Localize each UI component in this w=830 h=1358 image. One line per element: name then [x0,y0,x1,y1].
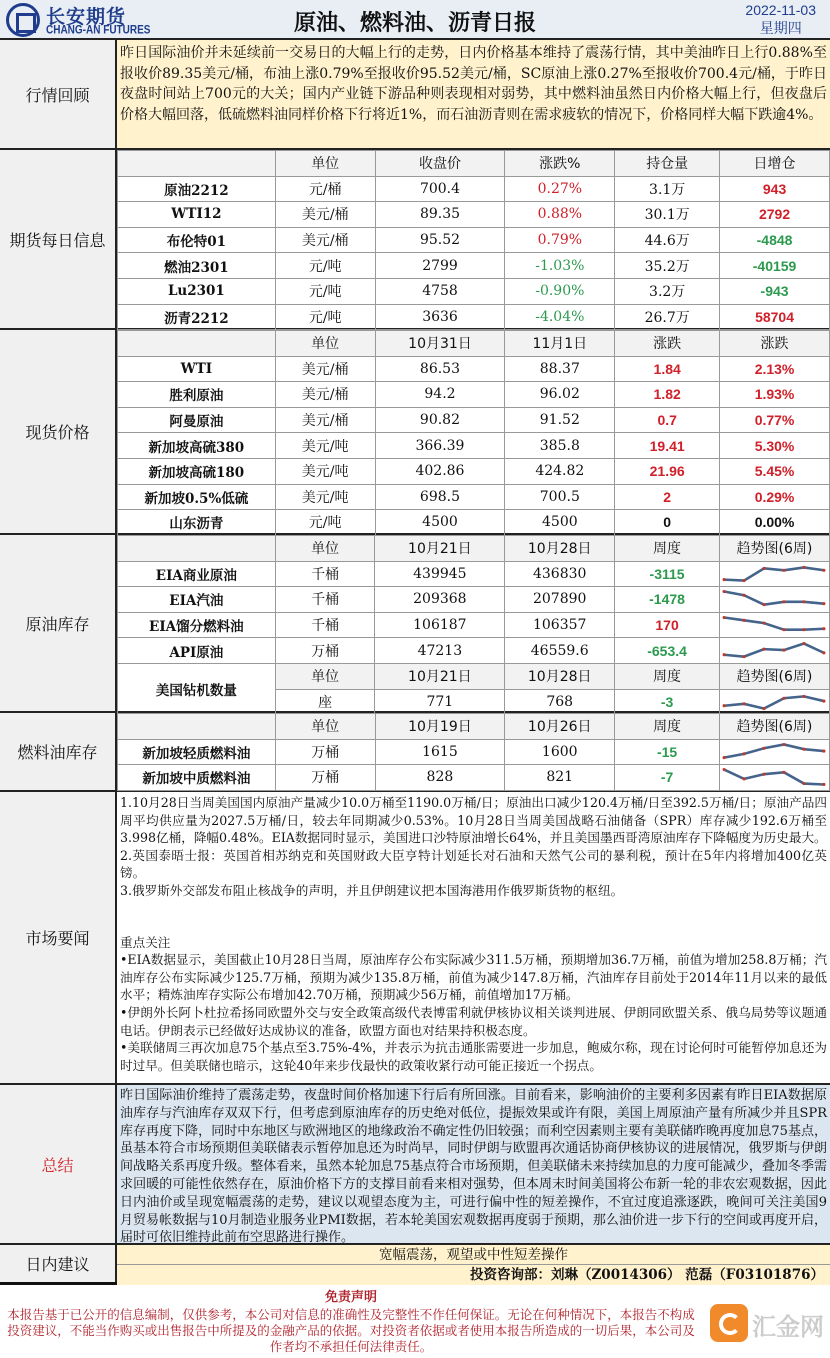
unit: 座 [275,689,375,715]
change-pct: 2.13% [720,356,830,382]
summary-section [0,1085,830,1245]
unit: 千桶 [275,587,375,613]
column-header: 涨跌% [505,151,615,177]
sparkline-point [723,578,726,581]
item-name: EIA馏分燃料油 [118,612,276,638]
oi-change: -4848 [720,227,830,253]
table-row [118,227,830,253]
price-prev: 90.82 [375,407,505,433]
change-pct: -0.90% [505,278,615,304]
table-row [118,433,830,459]
table-row [118,356,830,382]
section-label: 燃料油库存 [0,713,117,790]
spot-section [0,330,830,535]
value-prev: 209368 [375,587,505,613]
unit: 万桶 [275,739,375,765]
price-curr: 91.52 [505,407,615,433]
column-header: 单位 [275,714,375,740]
sparkline-point [803,748,806,751]
close-price: 89.35 [375,202,505,228]
sparkline-point [763,622,766,625]
sparkline-point [803,601,806,604]
value-curr: 207890 [505,587,615,613]
trend-sparkline [722,640,826,662]
spot-table [117,330,830,536]
price-prev: 402.86 [375,458,505,484]
crude-inventory-section [0,535,830,713]
close-price: 95.52 [375,227,505,253]
news-section [0,792,830,1085]
value-prev: 47213 [375,638,505,664]
sparkline-point [783,648,786,651]
value-prev: 1615 [375,739,505,765]
fuel-inventory-section [0,713,830,792]
sparkline-line [725,618,825,630]
item-name: 新加坡轻质燃料油 [118,739,276,765]
instrument-name: 原油2212 [118,176,276,202]
column-header [118,714,276,740]
section-label: 总结 [0,1085,117,1243]
column-header: 单位 [275,663,375,689]
change-pct: 0.77% [720,407,830,433]
price-curr: 700.5 [505,484,615,510]
disclaimer [0,1290,702,1355]
column-header: 11月1日 [505,331,615,357]
header-row [118,331,830,357]
focus-item: •伊朗外长阿卜杜拉希扬同欧盟外交与安全政策高级代表博雷利就伊核协议相关谈判进展、伊朗同欧盟关系、俄乌局势等议题通电话。伊朗表示已经做好达成协议的准备，欧盟方面也对结果持积极态度。 [120,1004,827,1038]
company-logo-icon [6,3,40,37]
value-prev: 439945 [375,561,505,587]
sparkline-point [763,773,766,776]
unit: 美元/桶 [275,227,375,253]
table-row [118,202,830,228]
column-header: 周度 [615,714,720,740]
product-name: 新加坡高硫380 [118,433,276,459]
sparkline-point [763,747,766,750]
watermark-logo-icon [710,1304,748,1342]
crude-inventory-table [117,535,830,715]
column-header: 周度 [615,536,720,562]
unit: 千桶 [275,612,375,638]
sparkline-point [743,778,746,781]
section-label: 期货每日信息 [0,150,117,328]
product-name: 胜利原油 [118,382,276,408]
sparkline-point [803,628,806,631]
close-price: 700.4 [375,176,505,202]
weekly-change: 170 [615,612,720,638]
report-title: 原油、燃料油、沥青日报 [293,11,536,36]
table-row [118,612,830,638]
column-header: 10月31日 [375,331,505,357]
open-interest: 44.6万 [615,227,720,253]
trend-cell [719,561,829,587]
item-name: EIA商业原油 [118,561,276,587]
value-prev: 828 [375,765,505,791]
unit: 美元/吨 [275,458,375,484]
header-row [118,536,830,562]
unit: 美元/吨 [275,484,375,510]
focus-title: 重点关注 [120,934,171,950]
date-text: 2022-11-03 [745,2,816,18]
column-header: 趋势图(6周) [719,714,829,740]
value-curr: 106357 [505,612,615,638]
focus-item: •美联储周三再次加息75个基点至3.75%-4%，并表示为抗击通胀需要进一步加息，鲍威尔称，现在讨论何时可能暂停加息还为时过早。但美联储也暗示，这轮40年来步伐最快的政策收紧行动可能正接近一个拐点。 [120,1040,827,1073]
open-interest: 30.1万 [615,202,720,228]
sparkline-point [743,655,746,658]
oi-change: -943 [720,278,830,304]
change-pct: 0.88% [505,202,615,228]
unit: 元/吨 [275,510,375,536]
column-header: 趋势图(6周) [719,536,829,562]
company-name-cn: 长安期货 [46,6,127,28]
close-price: 4758 [375,278,505,304]
column-header [118,536,276,562]
trend-sparkline [722,741,826,763]
unit: 万桶 [275,765,375,791]
column-header: 10月28日 [505,536,615,562]
sparkline-point [723,768,726,771]
column-header: 周度 [615,663,720,689]
change-pct: 5.30% [720,433,830,459]
change-pct: 0.27% [505,176,615,202]
product-name: 阿曼原油 [118,407,276,433]
change-pct: 5.45% [720,458,830,484]
weekly-change: -3 [615,689,720,715]
column-header: 10月21日 [375,663,505,689]
table-row [118,561,830,587]
price-prev: 94.2 [375,382,505,408]
change: 21.96 [615,458,720,484]
sparkline-line [725,696,825,708]
column-header: 单位 [275,331,375,357]
weekly-change: -653.4 [615,638,720,664]
company-name-en: CHANG-AN FUTURES [46,23,151,38]
trend-cell [719,689,829,715]
table-row [118,458,830,484]
focus-item: •EIA数据显示，美国截止10月28日当周，原油库存公布实际减少311.5万桶，预期增加36.7万桶，前值为增加258.8万桶；汽油库存公布实际减少125.7万桶，预期为减少135.8万桶，前值为减少147.8万桶，汽油库存目前处于2014年11月以来的最低水平；精炼油库存实际公布增加42.70万桶，预期减少56万桶，前值增加17万桶。 [120,952,827,1003]
open-interest: 3.2万 [615,278,720,304]
rig-header-row [118,663,830,689]
fuel-inventory-table [117,713,830,791]
table-row [118,304,830,330]
sparkline-line [725,770,825,785]
column-header [118,151,276,177]
item-name: 新加坡中质燃料油 [118,765,276,791]
sparkline-point [743,702,746,705]
sparkline-point [723,704,726,707]
sparkline-point [783,569,786,572]
price-curr: 88.37 [505,356,615,382]
sparkline-point [823,627,826,630]
weekly-change: -1478 [615,587,720,613]
column-header: 单位 [275,536,375,562]
weekly-change: -3115 [615,561,720,587]
trend-sparkline [722,614,826,636]
oi-change: -40159 [720,253,830,279]
table-row [118,278,830,304]
table-row [118,765,830,791]
value-curr: 46559.6 [505,638,615,664]
table-row [118,587,830,613]
oi-change: 58704 [720,304,830,330]
unit: 美元/吨 [275,433,375,459]
sparkline-point [783,771,786,774]
trend-sparkline [722,691,826,713]
sparkline-point [723,653,726,656]
news-item: 1.10月28日当周美国国内原油产量减少10.0万桶至1190.0万桶/日；原油出口减少120.4万桶/日至392.5万桶/日；原油产品四周平均供应量为2027.5万桶/日，较去年同期减少0.53%。10月28日当周美国战略石油储备（SPR）库存减少192.6万桶至3.998亿桶，降幅0.48%。EIA数据同时显示，美国进口沙特原油增长64%，并且美国墨西哥湾原油库存下降幅度为历史最大。 [120,795,827,846]
close-price: 2799 [375,253,505,279]
report-header [0,0,830,40]
weekly-change: -7 [615,765,720,791]
section-label: 原油库存 [0,535,117,711]
sparkline-point [823,783,826,786]
instrument-name: 沥青2212 [118,304,276,330]
change: 0 [615,510,720,536]
value-curr: 821 [505,765,615,791]
sparkline-point [823,699,826,702]
product-name: 山东沥青 [118,510,276,536]
table-row [118,510,830,536]
sparkline-point [783,697,786,700]
change-pct: 0.00% [720,510,830,536]
trend-sparkline [722,588,826,610]
price-curr: 96.02 [505,382,615,408]
unit: 美元/桶 [275,356,375,382]
sparkline-point [763,707,766,710]
review-section [0,40,830,150]
disclaimer-text: 本报告基于已公开的信息编制，仅供参考，本公司对信息的准确性及完整性不作任何保证。无论在何种情况下，本报告不构成投资建议，不能当作购买或出售报告中所提及的金融产品的依据。对投资者依据或者使用本报告所造成的一切后果，本公司及作者均不承担任何法律责任。 [7,1307,695,1354]
price-prev: 366.39 [375,433,505,459]
section-label: 日内建议 [0,1245,117,1282]
summary-text: 昨日国际油价维持了震荡走势，夜盘时间价格加速下行后有所回涨。目前看来，影响油价的主要利多因素有昨日EIA数据原油库存与汽油库存双双下行，但考虑到原油库存的历史绝对低位，提振效果或许有限，美国上周原油产量有所减少并且SPR库存再度下降，同时中东地区与欧洲地区的地缘政治不确定性仍旧较强；而利空因素则主要有美联储昨晚再度加息75基点，虽基本符合市场预期但美联储表示暂停加息还为时尚早，同时伊朗与欧盟再次通话协商伊核协议的进展情况，俄罗斯与伊朗间战略关系再度升级。整体看来，虽然本轮加息75基点符合市场预期，但美联储未来持续加息的力度可能减少，叠加冬季需求回暖的可能性依然存在，原油价格下方的支撑目前看来相对强势，但本周末时间美国将公布新一轮的非农宏观数据，因此日内油价或呈现宽幅震荡的走势，建议以观望态度为主，可进行偏中性的短差操作，不宜过度追涨逐跌，晚间可关注美国9月贸易帐数据与10月制造业服务业PMI数据，若本轮美国宏观数据再度弱于预期，那么油价进一步下行的空间或再度开启，届时可依旧维持此前布空思路进行操作。 [117,1085,830,1243]
change-pct: -4.04% [505,304,615,330]
sparkline-point [823,651,826,654]
change-pct: -1.03% [505,253,615,279]
value-curr: 768 [505,689,615,715]
table-row [118,638,830,664]
table-row [118,253,830,279]
advice-text: 宽幅震荡，观望或中性短差操作 [117,1245,830,1265]
sparkline-line [725,643,825,656]
product-name: 新加坡0.5%低硫 [118,484,276,510]
report-date [745,2,816,38]
price-prev: 86.53 [375,356,505,382]
rig-count-name: 美国钻机数量 [118,663,276,714]
price-prev: 4500 [375,510,505,536]
value-prev: 106187 [375,612,505,638]
section-label: 现货价格 [0,330,117,533]
table-row [118,407,830,433]
section-label: 行情回顾 [0,40,117,148]
column-header: 收盘价 [375,151,505,177]
unit: 元/吨 [275,253,375,279]
futures-table [117,150,830,330]
sparkline-line [725,567,825,580]
open-interest: 35.2万 [615,253,720,279]
sparkline-point [803,695,806,698]
column-header [118,331,276,357]
sparkline-point [763,567,766,570]
trend-sparkline [722,563,826,585]
instrument-name: 燃油2301 [118,253,276,279]
column-header: 持仓量 [615,151,720,177]
open-interest: 26.7万 [615,304,720,330]
sparkline-point [823,569,826,572]
column-header: 涨跌 [720,331,830,357]
change: 1.84 [615,356,720,382]
unit: 千桶 [275,561,375,587]
value-curr: 436830 [505,561,615,587]
column-header: 10月21日 [375,536,505,562]
change: 0.7 [615,407,720,433]
futures-section [0,150,830,330]
column-header: 日增仓 [720,151,830,177]
change: 1.82 [615,382,720,408]
value-curr: 1600 [505,739,615,765]
section-label: 市场要闻 [0,792,117,1083]
unit: 万桶 [275,638,375,664]
sparkline-point [723,590,726,593]
change-pct: 1.93% [720,382,830,408]
sparkline-point [823,749,826,752]
weekly-change: -15 [615,739,720,765]
product-name: 新加坡高硫180 [118,458,276,484]
analyst-info: 投资咨询部：刘琳（Z0014306） 范磊（F03101876） [117,1265,830,1285]
table-row [118,382,830,408]
trend-cell [719,612,829,638]
oi-change: 2792 [720,202,830,228]
review-text: 昨日国际油价并未延续前一交易日的大幅上行的走势，日内价格基本维持了震荡行情，其中美油昨日上行0.88%至报收价89.35美元/桶，布油上涨0.79%至报收价95.52美元/桶，SC原油上涨0.27%至报收价700.4元/桶，于昨日夜盘时间站上700元的大关；国内产业链下游品种则表现相对弱势，其中燃料油虽然日内价格大幅上行，但夜盘后价格大幅回落，低硫燃料油同样价格下行将近1%，而石油沥青则在需求疲软的情况下，价格同样大幅下跌逾4%。 [117,40,830,148]
price-curr: 385.8 [505,433,615,459]
open-interest: 3.1万 [615,176,720,202]
sparkline-point [763,604,766,607]
instrument-name: WTI12 [118,202,276,228]
change: 2 [615,484,720,510]
change-pct: 0.79% [505,227,615,253]
news-item: 3.俄罗斯外交部发布阻止核战争的声明，并且伊朗建议把本国海港用作俄罗斯货物的枢纽。 [120,882,624,898]
trend-cell [719,739,829,765]
sparkline-point [823,603,826,606]
price-curr: 4500 [505,510,615,536]
disclaimer-title: 免责声明 [324,1290,377,1305]
sparkline-point [783,601,786,604]
table-row [118,484,830,510]
table-row [118,176,830,202]
sparkline-line [725,744,825,757]
sparkline-point [783,628,786,631]
item-name: API原油 [118,638,276,664]
header-row [118,151,830,177]
change-pct: 0.29% [720,484,830,510]
instrument-name: 布伦特01 [118,227,276,253]
sparkline-point [783,743,786,746]
sparkline-point [743,579,746,582]
trend-sparkline [722,766,826,788]
column-header: 10月28日 [505,663,615,689]
unit: 美元/桶 [275,382,375,408]
unit: 美元/桶 [275,407,375,433]
trend-cell [719,638,829,664]
weekday-text: 星期四 [759,20,802,36]
sparkline-point [803,782,806,785]
watermark-text: 汇金网 [752,1313,824,1341]
table-row [118,739,830,765]
news-body [117,792,830,1083]
sparkline-point [743,619,746,622]
column-header: 趋势图(6周) [719,663,829,689]
sparkline-point [803,642,806,645]
unit: 元/吨 [275,278,375,304]
header-row [118,714,830,740]
change: 19.41 [615,433,720,459]
column-header: 涨跌 [615,331,720,357]
item-name: EIA汽油 [118,587,276,613]
close-price: 3636 [375,304,505,330]
price-prev: 698.5 [375,484,505,510]
value-prev: 771 [375,689,505,715]
sparkline-point [763,647,766,650]
instrument-name: Lu2301 [118,278,276,304]
sparkline-point [723,756,726,759]
product-name: WTI [118,356,276,382]
trend-cell [719,587,829,613]
column-header: 单位 [275,151,375,177]
price-curr: 424.82 [505,458,615,484]
oi-change: 943 [720,176,830,202]
sparkline-point [723,616,726,619]
unit: 元/吨 [275,304,375,330]
trend-cell [719,765,829,791]
sparkline-point [803,566,806,569]
advice-section [0,1245,830,1285]
sparkline-point [743,752,746,755]
unit: 美元/桶 [275,202,375,228]
column-header: 10月19日 [375,714,505,740]
sparkline-point [743,594,746,597]
news-item: 2.英国泰晤士报：英国首相苏纳克和英国财政大臣亨特计划延长对石油和天然气公司的暴利税，预计在5年内将增加400亿英镑。 [120,847,827,881]
column-header: 10月26日 [505,714,615,740]
unit: 元/桶 [275,176,375,202]
sparkline-line [725,592,825,605]
